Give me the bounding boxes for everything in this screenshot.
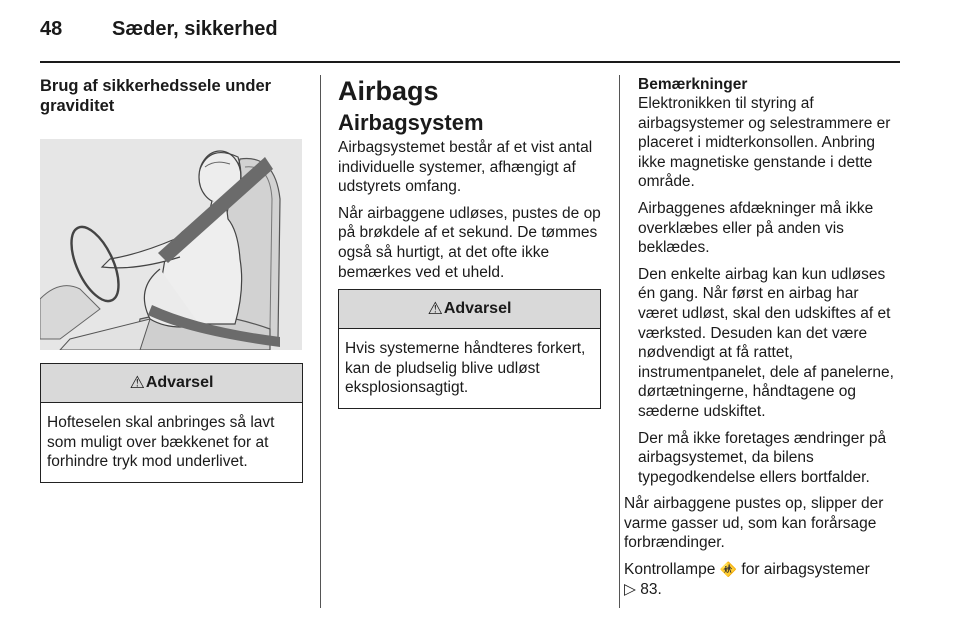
page-ref[interactable]: 83. — [640, 580, 662, 598]
section-heading: Airbagsystem — [338, 110, 484, 135]
body-paragraph: Når airbaggene udløses, pustes de op på brøkdele af et sekund. De tømmes også så hurtigt, at det ofte ikke bemærkes ved et uheld. — [338, 204, 601, 281]
note-item: Der må ikke foretages ændringer på airbagsystemet, da bilens typegodkendelse ellers bortfalder. — [638, 429, 887, 486]
warning-triangle-icon: ⚠ — [427, 299, 443, 319]
chapter-title: Sæder, sikkerhed — [112, 18, 278, 40]
warning-text: Hvis systemerne håndteres forkert, kan de pludselig blive udløst eksplosionsagtigt. — [345, 340, 586, 397]
page-ref-arrow-icon: ▷ — [624, 580, 636, 598]
note-item: Elektronikken til styring af airbagsystemer og selestrammere er placeret i midterkonsollen. Anbring ikke magnetiske genstande i dette område. — [638, 95, 891, 191]
warning-title: Advarsel — [443, 300, 512, 318]
column-divider — [320, 75, 321, 608]
column-divider — [619, 75, 620, 608]
pregnant-driver-seatbelt-illustration — [40, 139, 302, 350]
column-right — [624, 76, 900, 606]
warning-header — [339, 290, 600, 329]
warning-header — [41, 364, 302, 403]
column-left — [40, 76, 303, 483]
body-paragraph: Airbagsystemet består af et vist antal individuelle systemer, afhængigt af udstyrets omfang. — [338, 139, 593, 196]
lamp-text-after: for airbagsystemer — [741, 561, 870, 579]
note-item: Den enkelte airbag kan kun udløses én gang. Når først en airbag har været udløst, skal den udskiftes af et værksted. Desuden kan det være nødvendigt at få rattet, instrumentpanelet, dele af panelerne, dørtætningerne, håndtagene og sæderne udskiftet. — [638, 265, 894, 420]
lamp-reference — [624, 560, 900, 599]
notes-title: Bemærkninger — [638, 76, 748, 93]
column-middle — [338, 76, 601, 409]
warning-text: Hofteselen skal anbringes så lavt som muligt over bækkenet for at forhindre tryk mod underlivet. — [47, 414, 275, 471]
warning-triangle-icon: ⚠ — [129, 373, 145, 392]
body-paragraph: Når airbaggene pustes op, slipper der varme gasser ud, som kan forårsage forbrændinger. — [624, 495, 884, 552]
warning-box — [338, 289, 601, 409]
section-heading: Brug af sikkerhedssele under graviditet — [40, 77, 272, 115]
illustration-drawing — [40, 139, 302, 350]
header-rule — [40, 61, 900, 63]
lamp-text: Kontrollampe — [624, 561, 716, 579]
page-number: 48 — [40, 18, 63, 40]
warning-title: Advarsel — [145, 374, 214, 391]
chapter-heading: Airbags — [338, 76, 439, 106]
warning-box — [40, 363, 303, 483]
note-item: Airbaggenes afdækninger må ikke overklæbes eller på anden vis beklædes. — [638, 199, 874, 257]
airbag-warning-icon: 🚸 — [719, 561, 738, 578]
